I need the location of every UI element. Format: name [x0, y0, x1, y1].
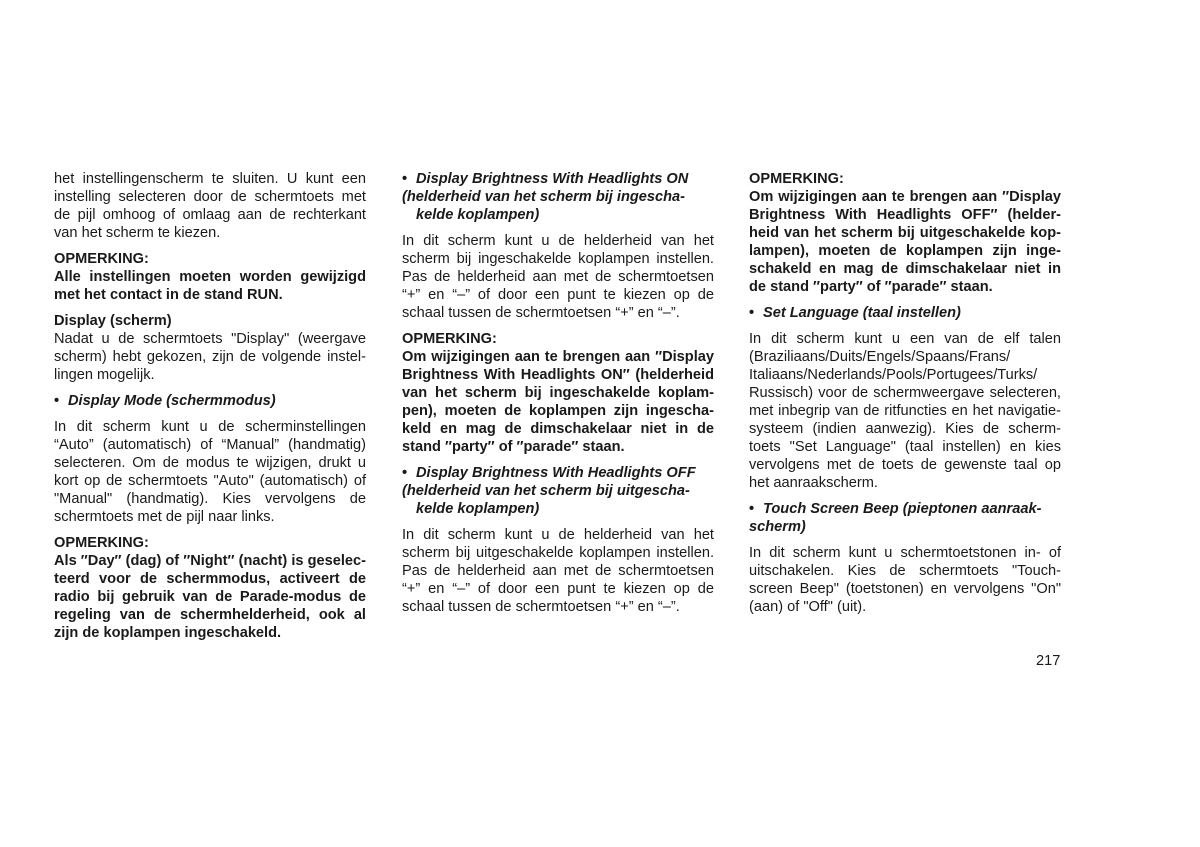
note-text: [749, 188, 1061, 296]
text-line: kort op de schermtoets "Auto" (automatisch) of: [54, 473, 366, 489]
text-line: “+” en “–” of door een punt te kiezen op de: [402, 287, 714, 303]
text-line: Pas de helderheid aan met de schermtoetsen: [402, 269, 714, 285]
language-paragraph: [749, 330, 1061, 492]
note-text: [54, 268, 366, 304]
column-middle: [402, 170, 714, 624]
text-line: vervolgens met de toets de gewenste taal op: [749, 457, 1061, 473]
text-line: radio bij gebruik van de Parade-modus de: [54, 589, 366, 605]
text-line: regeling van de schermhelderheid, ook al: [54, 607, 366, 623]
brightness-off-paragraph: [402, 526, 714, 616]
bullet-brightness-off: [402, 464, 714, 518]
text-line: van het scherm bij ingeschakelde koplam-: [402, 385, 714, 401]
column-right: [749, 170, 1061, 624]
text-line: zijn de koplampen ingeschakeld.: [54, 625, 282, 641]
text-line: In dit scherm kunt u de helderheid van het: [402, 527, 714, 543]
text-line: In dit scherm kunt u een van de elf talen: [749, 331, 1061, 347]
bullet-touch-beep: [749, 500, 1061, 536]
note-heading: OPMERKING:: [402, 331, 497, 347]
text-line: toets "Set Language" (taal instellen) en kies: [749, 439, 1061, 455]
text-line: instelling selecteren door de schermtoets met: [54, 189, 366, 205]
intro-paragraph: [54, 170, 366, 242]
text-line: Om wijzigingen aan te brengen aan ″Display: [402, 349, 714, 365]
text-line: In dit scherm kunt u de helderheid van het: [402, 233, 714, 249]
mode-paragraph: [54, 418, 366, 526]
text-line: (Braziliaans/Duits/Engels/Spaans/Frans/: [749, 349, 1011, 365]
text-line: Alle instellingen moeten worden gewijzigd: [54, 269, 366, 285]
text-line: van het scherm te kiezen.: [54, 225, 221, 241]
text-line: scherm bij ingeschakelde koplampen instellen.: [402, 251, 714, 267]
bullet-label: Display Mode (schermmodus): [68, 393, 276, 409]
bullet-icon: •: [402, 171, 408, 187]
text-line: Russisch) voor de schermweergave selecteren,: [749, 385, 1061, 401]
bullet-set-language: [749, 304, 1061, 322]
text-line: het aanraakscherm.: [749, 475, 878, 491]
text-line: Brightness With Headlights OFF″ (helder-: [749, 207, 1061, 223]
text-line: Als ″Day″ (dag) of ″Night″ (nacht) is geselec-: [54, 553, 366, 569]
text-line: het instellingenscherm te sluiten. U kunt een: [54, 171, 366, 187]
text-line: (aan) of "Off" (uit).: [749, 599, 867, 615]
note-heading: OPMERKING:: [54, 535, 149, 551]
bullet-icon: •: [749, 501, 755, 517]
text-line: de stand ″party″ of ″parade″ staan.: [749, 279, 993, 295]
bullet-label: kelde koplampen): [416, 501, 540, 517]
bullet-label: (helderheid van het scherm bij ingescha-: [402, 189, 686, 205]
text-line: Italiaans/Nederlands/Pools/Portugees/Turks/: [749, 367, 1038, 383]
text-line: Om wijzigingen aan te brengen aan ″Display: [749, 189, 1061, 205]
column-left: [54, 170, 366, 650]
brightness-on-paragraph: [402, 232, 714, 322]
beep-paragraph: [749, 544, 1061, 616]
text-line: systeem (indien aanwezig). Kies de scherm-: [749, 421, 1061, 437]
note-text: [54, 552, 366, 642]
note-text: [402, 348, 714, 456]
bullet-label: Touch Screen Beep (pieptonen aanraak-: [763, 501, 1042, 517]
text-line: met het contact in de stand RUN.: [54, 287, 283, 303]
text-line: keld en mag de dimschakelaar niet in de: [402, 421, 714, 437]
text-line: selecteren. Om de modus te wijzigen, drukt u: [54, 455, 366, 471]
text-line: pen), moeten de koplampen zijn ingescha-: [402, 403, 714, 419]
text-line: In dit scherm kunt u de scherminstellingen: [54, 419, 366, 435]
text-line: In dit scherm kunt u schermtoetstonen in- of: [749, 545, 1061, 561]
bullet-label: scherm): [749, 519, 806, 535]
bullet-label: (helderheid van het scherm bij uitgescha-: [402, 483, 690, 499]
bullet-display-mode: [54, 392, 366, 410]
note-heading: OPMERKING:: [54, 251, 149, 267]
note-heading: OPMERKING:: [749, 171, 844, 187]
display-paragraph: [54, 330, 366, 384]
text-line: Nadat u de schermtoets "Display" (weergave: [54, 331, 366, 347]
text-line: "Manual" (handmatig). Kies vervolgens de: [54, 491, 366, 507]
bullet-icon: •: [54, 393, 60, 409]
text-line: lingen mogelijk.: [54, 367, 155, 383]
text-line: teerd voor de schermmodus, activeert de: [54, 571, 366, 587]
display-heading: Display (scherm): [54, 313, 172, 329]
text-line: “+” en “–” of door een punt te kiezen op de: [402, 581, 714, 597]
bullet-label: Display Brightness With Headlights OFF: [416, 465, 696, 481]
bullet-icon: •: [402, 465, 408, 481]
text-line: “Auto” (automatisch) of “Manual” (handmatig): [54, 437, 366, 453]
text-line: schakeld en mag de dimschakelaar niet in: [749, 261, 1061, 277]
bullet-label: Display Brightness With Headlights ON: [416, 171, 689, 187]
text-line: uitschakelen. Kies de schermtoets "Touch-: [749, 563, 1061, 579]
text-line: heid van het scherm bij uitgeschakelde kop-: [749, 225, 1061, 241]
bullet-label: Set Language (taal instellen): [763, 305, 961, 321]
text-line: Brightness With Headlights ON″ (helderheid: [402, 367, 714, 383]
text-line: met inbegrip van de ritfuncties en het navigatie-: [749, 403, 1061, 419]
text-line: de pijl omhoog of omlaag aan de rechterkant: [54, 207, 366, 223]
text-line: Pas de helderheid aan met de schermtoetsen: [402, 563, 714, 579]
text-line: schermtoets met de pijl naar links.: [54, 509, 275, 525]
text-line: lampen), moeten de koplampen zijn inge-: [749, 243, 1061, 259]
text-line: schaal tussen de schermtoetsen “+” en “–”.: [402, 599, 680, 615]
text-line: screen Beep" (toetstonen) en vervolgens "On": [749, 581, 1061, 597]
text-line: scherm) hebt gekozen, zijn de volgende instel-: [54, 349, 366, 365]
bullet-label: kelde koplampen): [416, 207, 540, 223]
bullet-brightness-on: [402, 170, 714, 224]
page-number: 217: [1036, 653, 1061, 669]
text-line: schaal tussen de schermtoetsen “+” en “–”.: [402, 305, 680, 321]
bullet-icon: •: [749, 305, 755, 321]
text-line: scherm bij uitgeschakelde koplampen instellen.: [402, 545, 714, 561]
text-line: stand ″party″ of ″parade″ staan.: [402, 439, 625, 455]
